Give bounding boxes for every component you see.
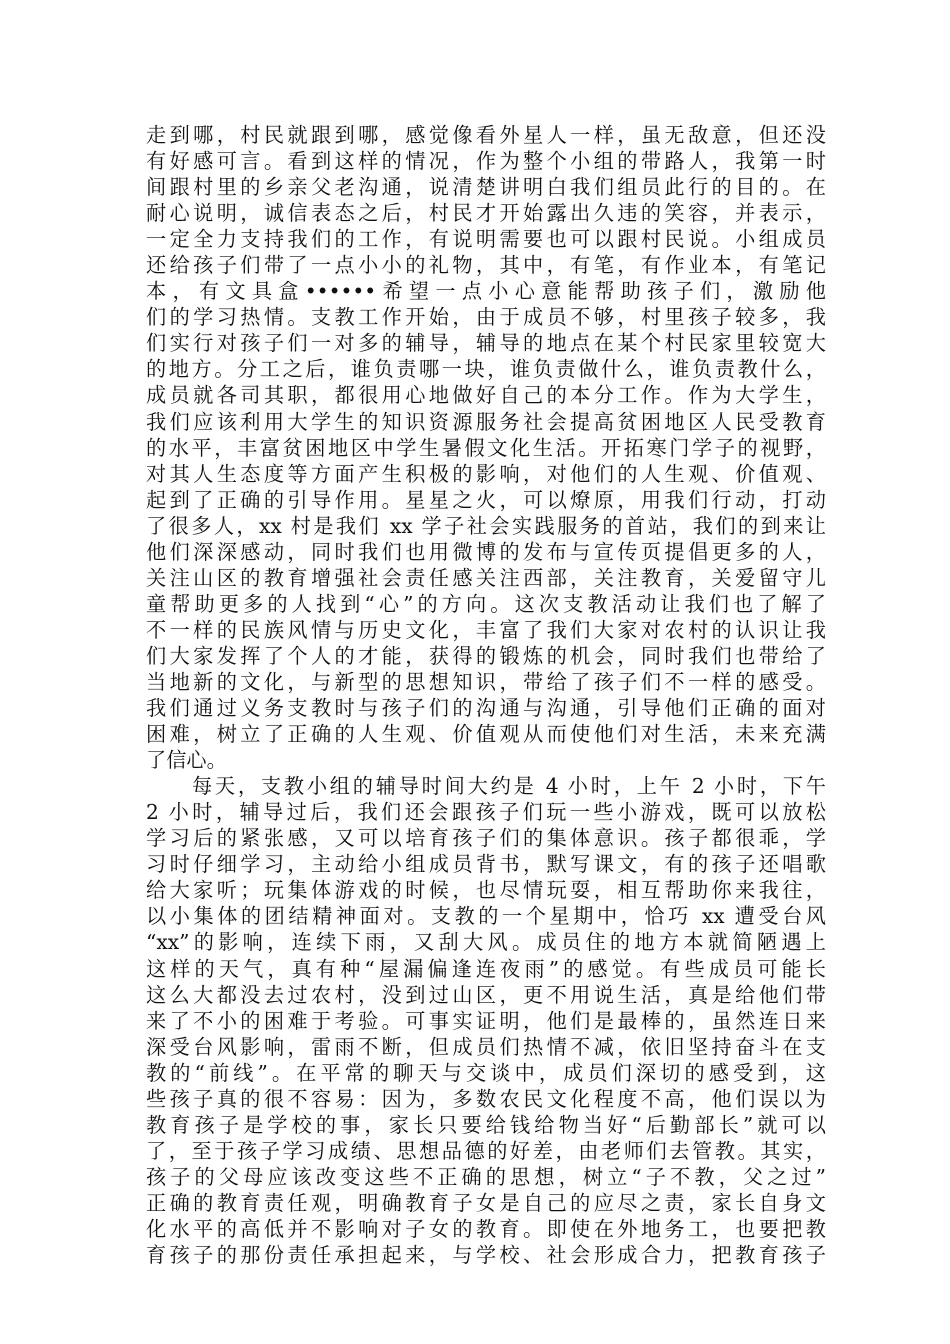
text-line: 习时仔细学习，主动给小组成员背书，默写课文，有的孩子还唱歌: [146, 852, 826, 877]
text-line: 间跟村里的乡亲父老沟通，说清楚讲明白我们组员此行的目的。在: [146, 175, 826, 200]
text-line: 们大家发挥了个人的才能，获得的锻炼的机会，同时我们也带给了: [146, 643, 826, 668]
text-line: “xx”的影响，连续下雨，又刮大风。成员住的地方本就简陋遇上: [146, 930, 826, 955]
text-line: 育孩子的那份责任承担起来，与学校、社会形成合力，把教育孩子: [146, 1243, 826, 1268]
text-line: 困难，树立了正确的人生观、价值观从而使他们对生活，未来充满: [146, 722, 826, 747]
text-line: 了很多人，xx 村是我们 xx 学子社会实践服务的首站，我们的到来让: [146, 513, 826, 538]
text-line: 化水平的高低并不影响对子女的教育。即使在外地务工，也要把教: [146, 1216, 826, 1241]
text-line: 这么大都没去过农村，没到过山区，更不用说生活，真是给他们带: [146, 982, 826, 1007]
text-line: 不一样的民族风情与历史文化，丰富了我们大家对农村的认识让我: [146, 617, 826, 642]
text-line: 他们深深感动，同时我们也用微博的发布与宣传页提倡更多的人，: [146, 539, 826, 564]
text-line: 2 小时，辅导过后，我们还会跟孩子们玩一些小游戏，既可以放松: [146, 800, 826, 825]
paragraph-1: [146, 122, 826, 773]
text-line: 给大家听；玩集体游戏的时候，也尽情玩耍，相互帮助你来我往，: [146, 878, 826, 903]
text-line: 童帮助更多的人找到“心”的方向。这次支教活动让我们也了解了: [146, 591, 826, 616]
text-line: 正确的教育责任观，明确教育子女是自己的应尽之责，家长自身文: [146, 1190, 826, 1215]
text-line: 以小集体的团结精神面对。支教的一个星期中，恰巧 xx 遭受台风: [146, 904, 826, 929]
text-line: 我们通过义务支教时与孩子们的沟通与沟通，引导他们正确的面对: [146, 696, 826, 721]
text-line: 学习后的紧张感，又可以培育孩子们的集体意识。孩子都很乖，学: [146, 826, 826, 851]
text-line: 本，有文具盒••••••希望一点小心意能帮助孩子们，激励他: [146, 279, 826, 304]
text-line: 对其人生态度等方面产生积极的影响，对他们的人生观、价值观、: [146, 461, 826, 486]
text-line: 了，至于孩子学习成绩、思想品德的好差，由老师们去管教。其实，: [146, 1138, 826, 1163]
text-line: 我们应该利用大学生的知识资源服务社会提高贫困地区人民受教育: [146, 409, 826, 434]
text-line: 些孩子真的很不容易：因为，多数农民文化程度不高，他们误以为: [146, 1086, 826, 1111]
text-line: 起到了正确的引导作用。星星之火，可以燎原，用我们行动，打动: [146, 487, 826, 512]
body-text: [146, 122, 826, 1268]
text-line: 教育孩子是学校的事，家长只要给钱给物当好“后勤部长”就可以: [146, 1112, 826, 1137]
text-line: 当地新的文化，与新型的思想知识，带给了孩子们不一样的感受。: [146, 669, 826, 694]
text-line: 深受台风影响，雷雨不断，但成员们热情不减，依旧坚持奋斗在支: [146, 1034, 826, 1059]
text-line: 孩子的父母应该改变这些不正确的思想，树立“子不教，父之过”: [146, 1164, 826, 1189]
text-line: 还给孩子们带了一点小小的礼物，其中，有笔，有作业本，有笔记: [146, 253, 826, 278]
text-line: 教的“前线”。在平常的聊天与交谈中，成员们深切的感受到，这: [146, 1060, 826, 1085]
text-line: 有好感可言。看到这样的情况，作为整个小组的带路人，我第一时: [146, 149, 826, 174]
text-line: 的水平，丰富贫困地区中学生暑假文化生活。开拓寒门学子的视野，: [146, 435, 826, 460]
text-line: 的地方。分工之后，谁负责哪一块，谁负责做什么，谁负责教什么，: [146, 357, 826, 382]
text-line: 走到哪，村民就跟到哪，感觉像看外星人一样，虽无敌意，但还没: [146, 123, 826, 147]
text-line: 每天，支教小组的辅导时间大约是 4 小时，上午 2 小时，下午: [146, 774, 826, 799]
text-line: 一定全力支持我们的工作，有说明需要也可以跟村民说。小组成员: [146, 227, 826, 252]
text-line: 耐心说明，诚信表态之后，村民才开始露出久违的笑容，并表示，: [146, 201, 826, 226]
text-line: 来了不小的困难于考验。可事实证明，他们是最棒的，虽然连日来: [146, 1008, 826, 1033]
text-line: 关注山区的教育增强社会责任感关注西部，关注教育，关爱留守儿: [146, 565, 826, 590]
text-line: 成员就各司其职，都很用心地做好自己的本分工作。作为大学生，: [146, 383, 826, 408]
text-line: 这样的天气，真有种“屋漏偏逢连夜雨”的感觉。有些成员可能长: [146, 956, 826, 981]
text-line: 们的学习热情。支教工作开始，由于成员不够，村里孩子较多，我: [146, 305, 826, 330]
text-line: 了信心。: [146, 748, 227, 773]
text-line: 们实行对孩子们一对多的辅导，辅导的地点在某个村民家里较宽大: [146, 331, 826, 356]
paragraph-2: [146, 773, 826, 1268]
